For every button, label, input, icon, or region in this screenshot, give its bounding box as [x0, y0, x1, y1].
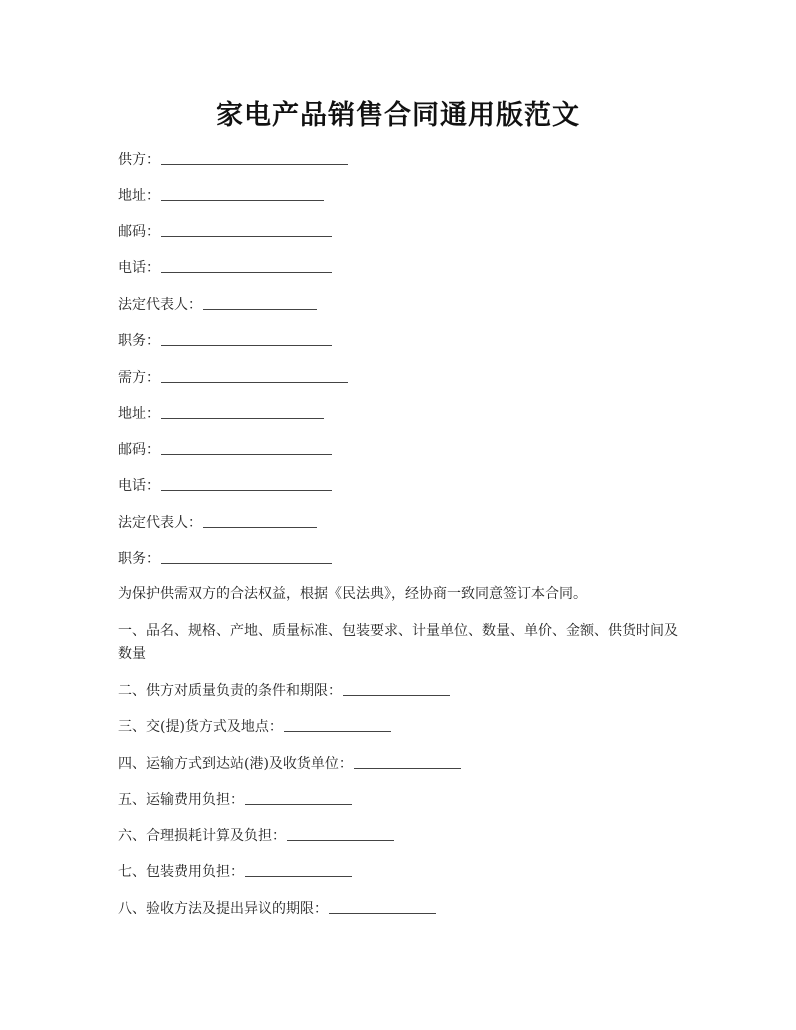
supplier-phone-field	[118, 260, 332, 276]
supplier-phone-label: 电话：	[118, 260, 160, 276]
buyer-position-field	[118, 551, 332, 567]
supplier-position-label: 职务：	[118, 333, 160, 349]
page-title: 家电产品销售合同通用版范文	[216, 100, 580, 131]
clause-5-label: 五、运输费用负担：	[118, 792, 244, 808]
buyer-position-label: 职务：	[118, 551, 160, 567]
clause-7	[118, 864, 352, 880]
clause-3-label: 三、交(提)货方式及地点：	[118, 719, 283, 735]
clause-4	[118, 756, 461, 772]
supplier-party-blank[interactable]	[161, 164, 348, 165]
buyer-party-field	[118, 370, 348, 386]
clause-1: 一、品名、规格、产地、质量标准、包装要求、计量单位、数量、单价、金额、供货时间及数量	[118, 623, 678, 662]
clause-5	[118, 792, 352, 808]
supplier-address-blank[interactable]	[161, 200, 324, 201]
clause-6	[118, 828, 394, 844]
supplier-legal-rep-field	[118, 297, 317, 313]
supplier-legal-rep-blank[interactable]	[203, 309, 317, 310]
clause-8	[118, 901, 436, 917]
buyer-party-blank[interactable]	[161, 382, 348, 383]
supplier-party-field	[118, 152, 348, 168]
buyer-legal-rep-blank[interactable]	[203, 527, 317, 528]
supplier-postcode-label: 邮码：	[118, 224, 160, 240]
clause-4-blank[interactable]	[354, 768, 461, 769]
buyer-phone-field	[118, 478, 332, 494]
supplier-position-blank[interactable]	[161, 345, 332, 346]
supplier-postcode-field	[118, 224, 332, 240]
supplier-party-label: 供方：	[118, 152, 160, 168]
clause-2-label: 二、供方对质量负责的条件和期限：	[118, 683, 342, 699]
clause-3	[118, 719, 391, 735]
buyer-party-label: 需方：	[118, 370, 160, 386]
buyer-phone-label: 电话：	[118, 478, 160, 494]
clause-6-blank[interactable]	[287, 840, 394, 841]
intro-paragraph: 为保护供需双方的合法权益，根据《民法典》，经协商一致同意签订本合同。	[118, 586, 587, 602]
supplier-address-field	[118, 188, 324, 204]
clause-2-blank[interactable]	[343, 695, 450, 696]
buyer-address-label: 地址：	[118, 406, 160, 422]
clause-8-label: 八、验收方法及提出异议的期限：	[118, 901, 328, 917]
clause-5-blank[interactable]	[245, 804, 352, 805]
clause-3-blank[interactable]	[284, 731, 391, 732]
buyer-phone-blank[interactable]	[161, 490, 332, 491]
buyer-postcode-label: 邮码：	[118, 442, 160, 458]
buyer-postcode-field	[118, 442, 332, 458]
buyer-position-blank[interactable]	[161, 563, 332, 564]
clause-4-label: 四、运输方式到达站(港)及收货单位：	[118, 756, 353, 772]
buyer-address-blank[interactable]	[161, 418, 324, 419]
supplier-postcode-blank[interactable]	[161, 236, 332, 237]
clause-7-blank[interactable]	[245, 876, 352, 877]
buyer-postcode-blank[interactable]	[161, 454, 332, 455]
clause-8-blank[interactable]	[329, 913, 436, 914]
buyer-address-field	[118, 406, 324, 422]
clause-6-label: 六、合理损耗计算及负担：	[118, 828, 286, 844]
supplier-phone-blank[interactable]	[161, 272, 332, 273]
clause-7-label: 七、包装费用负担：	[118, 864, 244, 880]
supplier-address-label: 地址：	[118, 188, 160, 204]
buyer-legal-rep-label: 法定代表人：	[118, 515, 202, 531]
supplier-legal-rep-label: 法定代表人：	[118, 297, 202, 313]
clause-2	[118, 683, 450, 699]
buyer-legal-rep-field	[118, 515, 317, 531]
supplier-position-field	[118, 333, 332, 349]
